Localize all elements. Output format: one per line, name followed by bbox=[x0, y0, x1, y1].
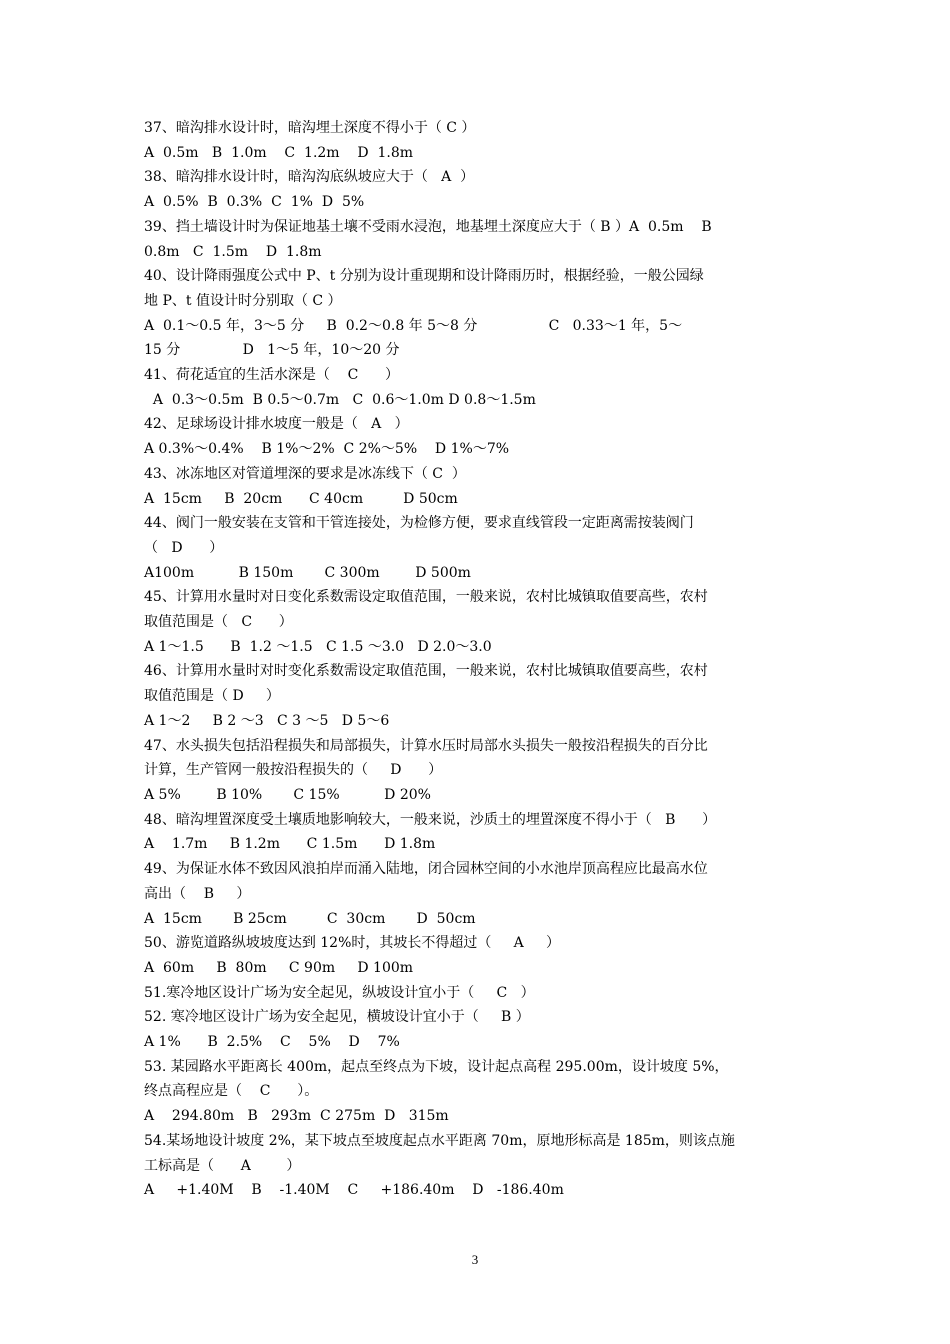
text-line: A 0.3%～0.4% B 1%～2% C 2%～5% D 1%～7% bbox=[144, 441, 510, 458]
text-line: 54.某场地设计坡度 2%，某下坡点至坡度起点水平距离 70m，原地形标高是 185m，则该点施 bbox=[144, 1132, 735, 1149]
text-line: A 0.1～0.5 年，3～5 分 B 0.2～0.8 年 5～8 分 C 0.33～1 年，5～ bbox=[144, 317, 683, 334]
text-line: 计算，生产管网一般按沿程损失的（ D ） bbox=[144, 762, 443, 779]
text-line: A 1～1.5 B 1.2 ～1.5 C 1.5 ～3.0 D 2.0～3.0 bbox=[144, 638, 492, 655]
text-line: 46、计算用水量时对时变化系数需设定取值范围，一般来说，农村比城镇取值要高些，农村 bbox=[144, 663, 708, 680]
text-line: A +1.40M B -1.40M C +186.40m D -186.40m bbox=[144, 1182, 564, 1199]
text-line: 44、阀门一般安装在支管和干管连接处，为检修方便，要求直线管段一定距离需按装阀门 bbox=[144, 515, 694, 532]
text-line: 工标高是（ A ） bbox=[144, 1157, 301, 1174]
text-line: 42、足球场设计排水坡度一般是（ A ） bbox=[144, 416, 409, 433]
text-line: 43、冰冻地区对管道埋深的要求是冰冻线下（ C ） bbox=[144, 465, 466, 482]
text-line: 48、暗沟埋置深度受土壤质地影响较大，一般来说，沙质土的埋置深度不得小于（ B ） bbox=[144, 811, 717, 828]
text-line: 41、荷花适宜的生活水深是（ C ） bbox=[144, 367, 400, 384]
text-line: 45、计算用水量时对日变化系数需设定取值范围，一般来说，农村比城镇取值要高些，农村 bbox=[144, 589, 708, 606]
text-line: A 15cm B 25cm C 30cm D 50cm bbox=[144, 910, 476, 927]
text-line: 40、设计降雨强度公式中 P、t 分别为设计重现期和设计降雨历时，根据经验，一般公园绿 bbox=[144, 268, 704, 285]
text-line: A 0.5m B 1.0m C 1.2m D 1.8m bbox=[144, 144, 414, 161]
text-line: 49、为保证水体不致因风浪拍岸而涌入陆地，闭合园林空间的小水池岸顶高程应比最高水位 bbox=[144, 861, 708, 878]
text-line: 38、暗沟排水设计时，暗沟沟底纵坡应大于（ A ） bbox=[144, 169, 475, 186]
text-line: A 60m B 80m C 90m D 100m bbox=[144, 959, 414, 976]
text-line: A 294.80m B 293m C 275m D 315m bbox=[144, 1108, 449, 1125]
text-line: 39、挡土墙设计时为保证地基土壤不受雨水浸泡，地基埋土深度应大于（ B ）A 0.5m B bbox=[144, 218, 712, 235]
text-line: A 15cm B 20cm C 40cm D 50cm bbox=[144, 490, 458, 507]
text-line: 地 P、t 值设计时分别取（ C ） bbox=[144, 292, 342, 309]
text-line: A 5% B 10% C 15% D 20% bbox=[144, 786, 431, 803]
text-line: （ D ） bbox=[144, 539, 224, 556]
text-line: 0.8m C 1.5m D 1.8m bbox=[144, 243, 322, 260]
text-line: A 1% B 2.5% C 5% D 7% bbox=[144, 1034, 400, 1051]
text-line: A 1.7m B 1.2m C 1.5m D 1.8m bbox=[144, 836, 436, 853]
text-line: 53. 某园路水平距离长 400m，起点至终点为下坡，设计起点高程 295.00m，设计坡度 5%， bbox=[144, 1058, 729, 1075]
page-number: 3 bbox=[471, 1252, 479, 1267]
text-line: 50、游览道路纵坡坡度达到 12%时，其坡长不得超过（ A ） bbox=[144, 935, 560, 952]
text-line: 高出（ B ） bbox=[144, 885, 251, 902]
text-line: 取值范围是（ C ） bbox=[144, 614, 293, 631]
text-line: A 1～2 B 2 ～3 C 3 ～5 D 5～6 bbox=[144, 712, 390, 729]
text-line: 终点高程应是（ C ）。 bbox=[144, 1083, 319, 1100]
text-line: A100m B 150m C 300m D 500m bbox=[144, 564, 471, 581]
document-body bbox=[144, 116, 814, 1203]
text-line: 47、水头损失包括沿程损失和局部损失，计算水压时局部水头损失一般按沿程损失的百分比 bbox=[144, 737, 708, 754]
text-line: A 0.5% B 0.3% C 1% D 5% bbox=[144, 194, 365, 211]
text-line: 51.寒冷地区设计广场为安全起见，纵坡设计宜小于（ C ） bbox=[144, 984, 535, 1001]
text-line: 取值范围是（ D ） bbox=[144, 688, 280, 705]
text-line: 15 分 D 1～5 年，10～20 分 bbox=[144, 342, 400, 359]
text-line: A 0.3～0.5m B 0.5～0.7m C 0.6～1.0m D 0.8～1.5m bbox=[144, 391, 536, 408]
text-line: 52. 寒冷地区设计广场为安全起见，横坡设计宜小于（ B ） bbox=[144, 1009, 530, 1026]
text-line: 37、暗沟排水设计时，暗沟埋土深度不得小于（ C ） bbox=[144, 120, 476, 136]
